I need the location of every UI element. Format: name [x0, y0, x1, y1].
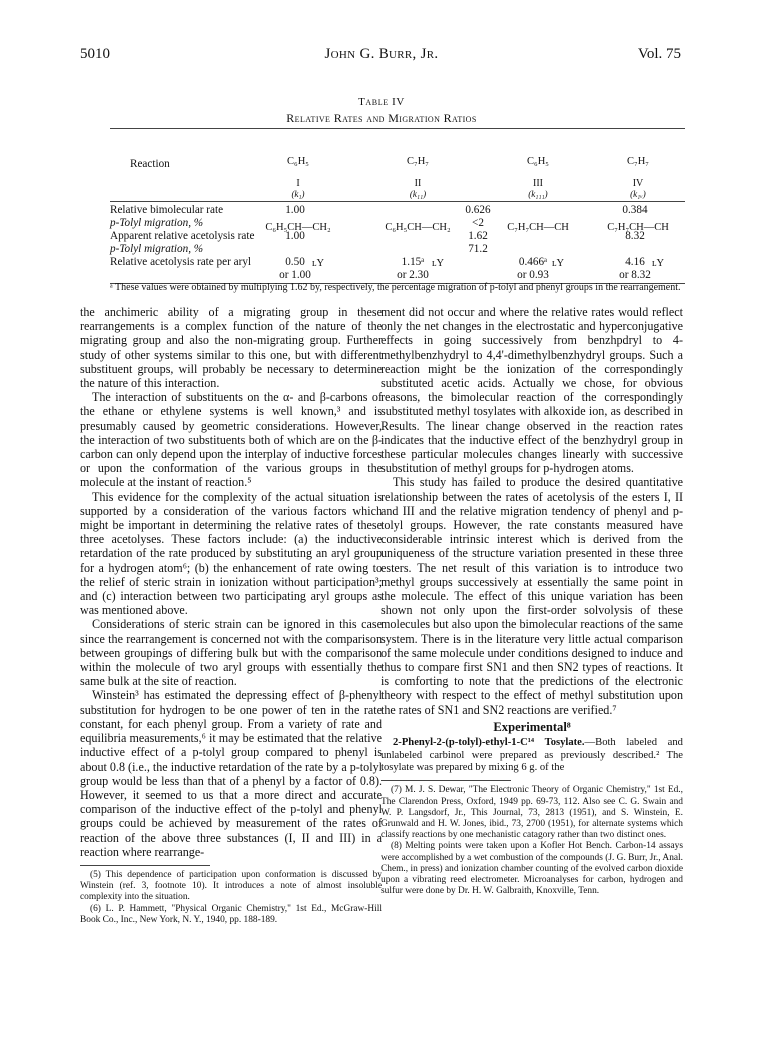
row-value: 4.16 — [625, 256, 645, 268]
structure-y: ʟY — [651, 258, 665, 269]
row-value: 1.00 — [285, 230, 305, 242]
structure-formula: C₇H₇CH—CH — [507, 222, 569, 233]
data-table — [110, 128, 685, 288]
row-label: p-Tolyl migration, % — [110, 217, 204, 229]
row-value: 1.62 — [468, 230, 488, 242]
numeral-2: II (k₁₁) — [409, 178, 427, 199]
footnote: (6) L. P. Hammett, "Physical Organic Chemistry," 1st Ed., McGraw-Hill Book Co., Inc., New York, N. Y., 1940, pp. 188-189. — [80, 903, 382, 925]
experimental-text: —Both labeled and unlabeled carbinol were prepared as previously described.² The tosylate was prepared by mixing 6 g. of the — [381, 737, 683, 773]
row-value: 0.626 — [465, 204, 491, 216]
row-label: Relative bimolecular rate — [110, 204, 224, 216]
experimental-title: 2-Phenyl-2-(p-tolyl)-ethyl-1-C¹⁴ Tosylate. — [393, 737, 585, 749]
numeral-1: I (k₁) — [291, 178, 305, 199]
table-header-rule — [110, 201, 685, 202]
paragraph: Considerations of steric strain can be ignored in this case since the rearrangement is concerned not with the comparison between groupings of differing bulk but with the comparison within the molecule of two aryl groups with essentially the same bulk at the site of reaction. — [80, 617, 382, 689]
row-value: 8.32 — [625, 230, 645, 242]
paragraph: Winstein³ has estimated the depressing effect of β-phenyl substitution for hydrogen to be one power of ten in the rate constant, for each phenyl group. From a variety of rate and equilibria measurements,⁶ it may be estimated that the relative inductive effect of a p-tolyl group compared to phenyl is about 0.8 (i.e., the inductive retardation of the rate by a p-tolyl group would be less than that of a phenyl by a factor of 0.8). However, it seemed to us that a more direct and accurate comparison of the inductive effect of the p-tolyl and phenyl groups could be achieved by measurement of the rates of reaction of the above three substances (I, II and III) in a reaction where rearrange- — [80, 688, 382, 859]
paragraph: This evidence for the complexity of the actual situation is supported by a consideration of the various factors which might be important in determining the relative rates of these three acetolyses. These factors include: (a) the inductive retardation of the rate produced by substituting an aryl group for a hydrogen atom⁶; (b) the enhancement of rate owing to the relief of steric strain in ionization without participation³; and (c) interaction between two participating aryl groups as was mentioned above. — [80, 489, 382, 618]
section-heading: Experimental⁸ — [493, 719, 571, 734]
page-number: 5010 — [80, 46, 110, 62]
footnote: (5) This dependence of participation upon conformation is discussed by Winstein (ref. 3, footnote 10). It introduces a note of almost insoluble complexity into the situation. — [80, 869, 382, 903]
row-value: or 1.00 — [279, 269, 311, 281]
structure-y: ʟY — [311, 258, 325, 269]
numeral-4: IV (k₁ᵥ) — [630, 178, 646, 199]
paragraph: ment did not occur and where the relative rates would reflect only the net changes in the electrostatic and hyperconjugative effects in going successively from benzhpdryl to 4-methylbenzhydryl to 4,4'-dimethylbenzhydryl groups. Such a reaction might be the ionization of the correspondingly substituted acetic acids. Actually we chose, for obvious reasons, the bimolecular reaction of the correspondingly substituted methyl tosylates with alkoxide ion, as described in Results. The linear change observed in the reaction rates indicates that the inductive effect of the benzhydryl group in these particular molecules changes linearly with successive substitution of methyl groups for p-hydrogen atoms. — [381, 305, 683, 476]
row-label: Apparent relative acetolysis rate — [110, 230, 255, 242]
structure-top-group: C₇H₇ — [407, 156, 429, 167]
running-author: John G. Burr, Jr. — [324, 46, 439, 62]
row-value: 1.00 — [285, 204, 305, 216]
row-value: <2 — [472, 217, 484, 229]
experimental-paragraph — [381, 737, 683, 774]
right-column — [381, 305, 683, 897]
footnote-rule — [381, 780, 511, 781]
row-value: 1.15ᵃ — [401, 256, 425, 268]
volume-label: Vol. 75 — [637, 46, 681, 62]
structure-y: ʟY — [551, 258, 565, 269]
footnote-rule — [80, 865, 210, 866]
row-value: or 0.93 — [517, 269, 549, 281]
row-label: Relative acetolysis rate per aryl — [110, 256, 252, 268]
structure-top-group: C₇H₇ — [627, 156, 649, 167]
row-label: p-Tolyl migration, % — [110, 243, 204, 255]
structure-top-group: C₆H₅ — [527, 156, 549, 167]
footnote: (7) M. J. S. Dewar, "The Electronic Theory of Organic Chemistry," 1st Ed., The Clarendon Press, Oxford, 1949 pp. 69-73, 112. Also see C. G. Swain and W. P. Langsdorf, Jr., This Journal, 73, 2813 (1951), and S. Winstein, E. Grunwald and H. W. Jones, ibid., 73, 2700 (1951), for alternate systems which classify reactions by one mechanistic catagory rather than two distinct ones. — [381, 785, 683, 841]
paragraph: the anchimeric ability of a migrating group in these rearrangements is a complex function of the nature of the migrating group and also the non-migrating group. Further study of other systems similar to this one, but with different substituent groups, will probably be necessary to determine the nature of this interaction. — [80, 305, 382, 391]
paragraph: The interaction of substituents on the α- and β-carbons of the ethane or ethylene systems is well known,³ and is presumably caused by geometric considerations. However, the interaction of two substituents both of which are on the β-carbon can only depend upon the interplay of inductive forces or upon the conformation of the various groups in the molecule at the instant of reaction.⁵ — [80, 390, 382, 490]
table-footnote: ᵃ These values were obtained by multiplying 1.62 by, respectively, the percentage migration of p-tolyl and phenyl groups in the rearrangement. — [110, 282, 681, 293]
structure-formula: C₆H₅CH—CH₂ — [265, 222, 331, 233]
row-value: 0.50 — [285, 256, 305, 268]
table-title: Relative Rates and Migration Ratios — [286, 111, 477, 125]
table-number: Table IV — [358, 96, 405, 108]
reaction-header: Reaction — [130, 158, 170, 170]
row-value: or 8.32 — [619, 269, 651, 281]
structure-formula: C₇H₇CH—CH — [607, 222, 669, 233]
structure-y: ʟY — [431, 258, 445, 269]
row-value: or 2.30 — [397, 269, 429, 281]
table-top-rule — [110, 128, 685, 129]
row-value: 0.466ᵃ — [518, 256, 548, 268]
structure-top-group: C₆H₅ — [287, 156, 309, 167]
row-value: 71.2 — [468, 243, 488, 255]
left-column — [80, 305, 382, 926]
structure-formula: C₆H₅CH—CH₂ — [385, 222, 451, 233]
paragraph: This study has failed to produce the desired quantitative relationship between the rates of acetolysis of the esters I, II and III and the relative migration tendency of phenyl and p-tolyl groups. However, the rate constants measured have considerable intrinsic interest which is derived from the uniqueness of the structure variation presented in these three esters. The net result of this variation is to introduce two methyl groups successively at essentially the same point in the molecule. The effect of this unique variation has been shown not only upon the first-order solvolysis of these molecules but also upon the bimolecular reactions of the same system. There is in the literature very little actual comparison of the same molecule under conditions designed to induce and thus to compare first SN1 and then SN2 types of reactions. It is comforting to note that the predictions of the electronic theory with respect to the effect of methyl substitution upon the rates of SN1 and SN2 reactions are verified.⁷ — [381, 475, 683, 717]
footnote: (8) Melting points were taken upon a Kofler Hot Bench. Carbon-14 assays were accomplished by a wet combustion of the compounds (J. G. Burr, Jr., Anal. Chem., in press) and ionization chamber counting of the evolved carbon dioxide upon a vibrating reed electrometer. Microanalyses for carbon, hydrogen and sulfur were done by Dr. H. W. Galbraith, Knoxville, Tenn. — [381, 841, 683, 897]
numeral-3: III (k₁₁₁) — [528, 178, 548, 199]
row-value: 0.384 — [622, 204, 648, 216]
